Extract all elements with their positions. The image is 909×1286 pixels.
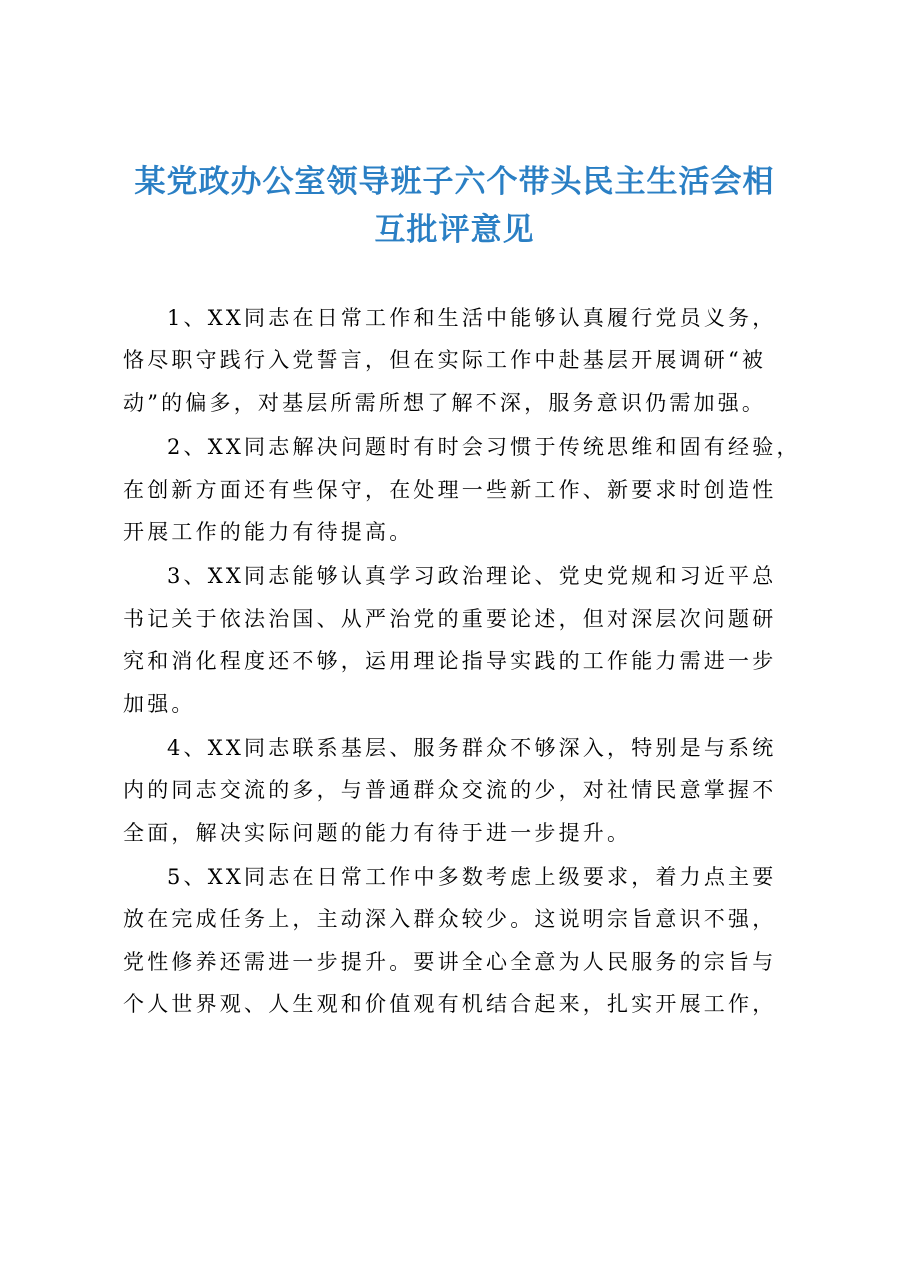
paragraph-line: 个人世界观、人生观和价值观有机结合起来，扎实开展工作，	[123, 992, 777, 1017]
paragraph-line: 恪尽职守践行入党誓言，但在实际工作中赴基层开展调研“被	[123, 348, 767, 373]
paragraph-line: 动”的偏多，对基层所需所想了解不深，服务意识仍需加强。	[123, 390, 767, 415]
paragraph-line: 书记关于依法治国、从严治党的重要论述，但对深层次问题研	[123, 606, 777, 631]
paragraph-line: 2、XX同志解决问题时有时会习惯于传统思维和固有经验，	[167, 435, 801, 460]
paragraph-1	[123, 297, 799, 424]
paragraph-line: 究和消化程度还不够，运用理论指导实践的工作能力需进一步	[123, 649, 777, 674]
paragraph-3	[123, 555, 799, 725]
paragraph-4	[123, 727, 799, 854]
paragraph-line: 开展工作的能力有待提高。	[123, 519, 414, 544]
paragraph-line: 1、XX同志在日常工作和生活中能够认真履行党员义务，	[167, 306, 777, 330]
paragraph-line: 5、XX同志在日常工作中多数考虑上级要求，着力点主要	[167, 865, 777, 890]
paragraph-line: 3、XX同志能够认真学习政治理论、党史党规和习近平总	[167, 564, 777, 589]
paragraph-line: 在创新方面还有些保守，在处理一些新工作、新要求时创造性	[123, 477, 777, 502]
paragraph-line: 加强。	[123, 691, 196, 716]
paragraph-line: 党性修养还需进一步提升。要讲全心全意为人民服务的宗旨与	[123, 949, 777, 974]
paragraph-line: 放在完成任务上，主动深入群众较少。这说明宗旨意识不强，	[123, 907, 777, 932]
document-title	[100, 158, 809, 254]
paragraph-line: 全面，解决实际问题的能力有待于进一步提升。	[123, 820, 632, 845]
paragraph-2	[123, 426, 799, 553]
title-line-1: 某党政办公室领导班子六个带头民主生活会相	[134, 164, 775, 200]
paragraph-line: 4、XX同志联系基层、服务群众不够深入，特别是与系统	[167, 735, 777, 760]
paragraph-line: 内的同志交流的多，与普通群众交流的少，对社情民意掌握不	[123, 778, 777, 803]
title-line-2: 互批评意见	[374, 212, 535, 248]
document-body	[123, 297, 799, 1028]
paragraph-5	[123, 856, 799, 1026]
